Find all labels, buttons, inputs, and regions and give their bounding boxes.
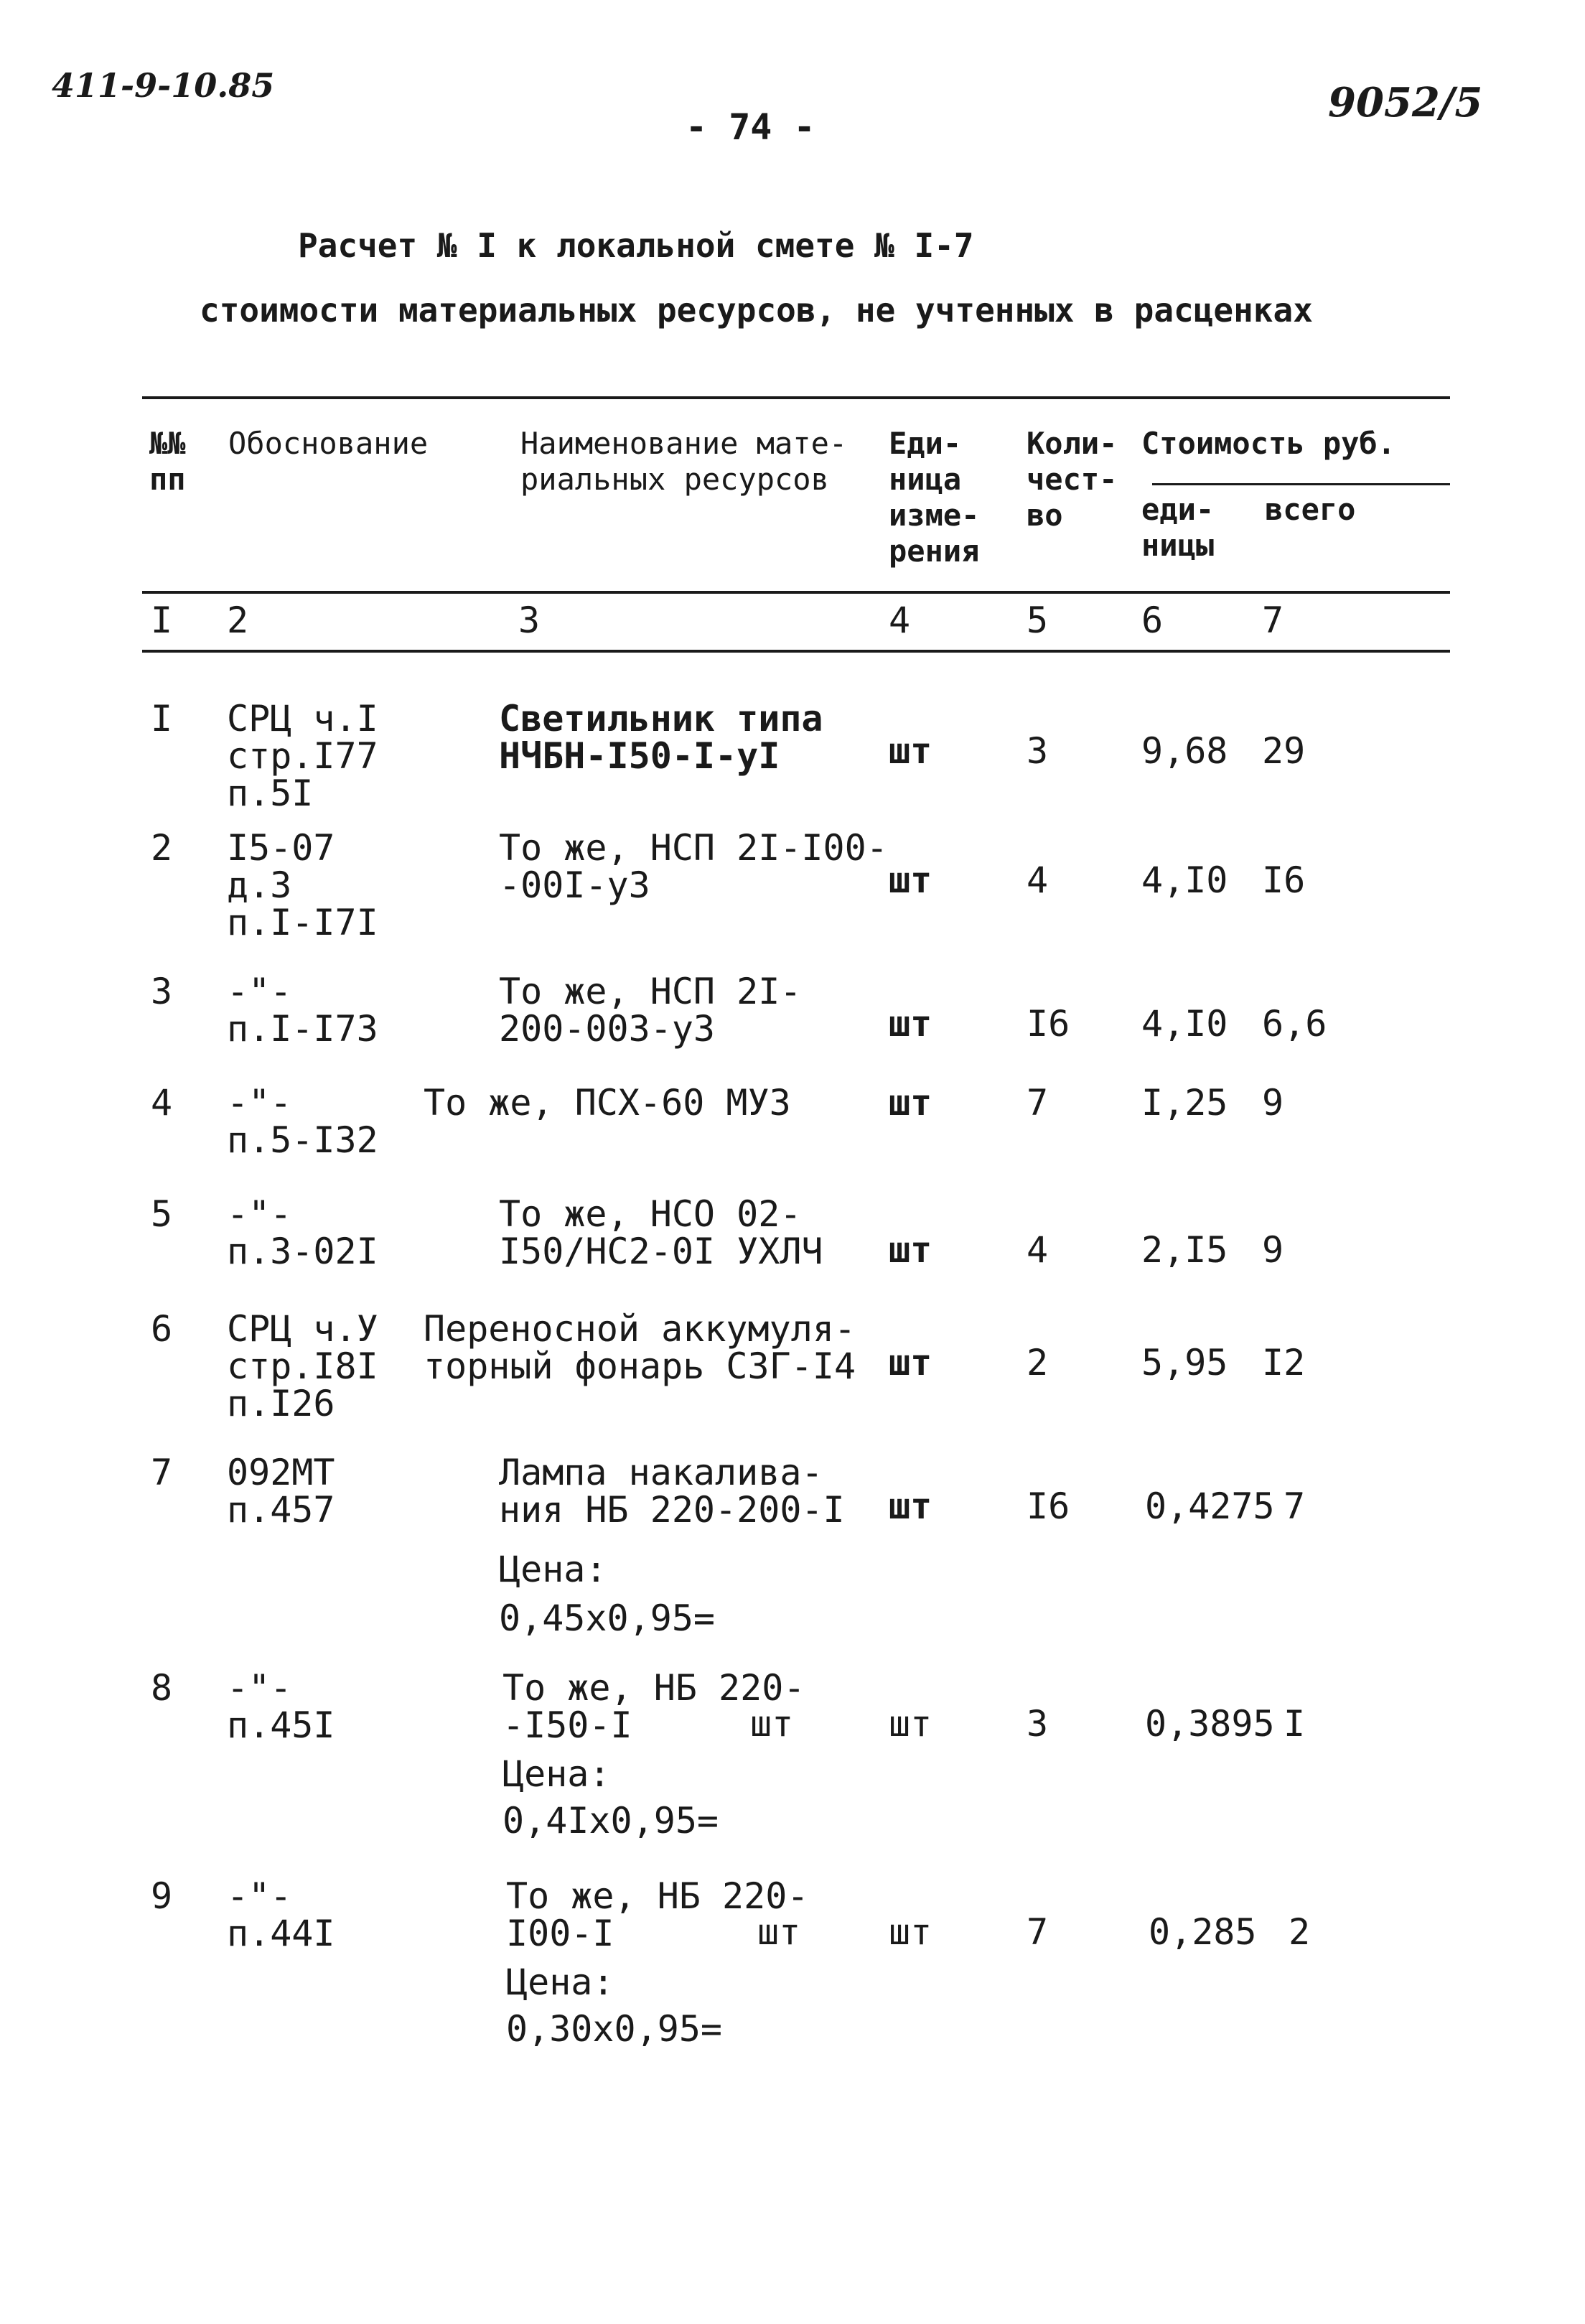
row-qty: I6 [1027,1003,1070,1045]
row-basis: -"- п.45I [227,1667,335,1746]
row-qty: I6 [1027,1485,1070,1527]
row-num: 7 [151,1452,173,1493]
row-note-formula: 0,30х0,95= [506,2008,723,2050]
row-total: I [1284,1703,1306,1745]
row-num: 6 [151,1308,173,1350]
row-total: 29 [1262,730,1306,772]
row-unit: шт [889,1911,932,1953]
row-total: 2 [1289,1911,1311,1953]
title-line-1: Расчет № I к локальной смете № I-7 [298,226,974,265]
row-qty: 7 [1027,1911,1049,1953]
row-price: 0,4275 [1145,1485,1275,1527]
row-num: 4 [151,1082,173,1124]
row-price: 0,3895 [1145,1703,1275,1745]
header-bottom-rule [142,591,1450,594]
row-qty: 4 [1027,1229,1049,1271]
row-qty: 7 [1027,1082,1049,1124]
row-basis: СРЦ ч.I стр.I77 п.5I [227,698,378,814]
row-price: 5,95 [1141,1342,1228,1383]
doc-code: 411-9-10.85 [52,66,275,105]
header-cost: Стоимость руб. [1141,426,1396,461]
column-number: 7 [1262,599,1284,641]
row-note-formula: 0,45х0,95= [499,1597,716,1639]
row-name: То же, ПСХ-60 МУЗ [424,1082,791,1124]
sheet-code: 9052/5 [1328,79,1483,126]
row-num: 8 [151,1667,173,1709]
page-number: - 74 - [686,106,815,148]
row-total: 7 [1284,1485,1306,1527]
row-num: I [151,698,173,739]
row-price: 4,I0 [1141,859,1228,901]
row-inline-unit: шт [757,1911,801,1953]
header-basis: Обоснование [228,426,429,461]
row-total: 6,6 [1262,1003,1327,1045]
row-note-label: Цена: [506,1961,614,2003]
column-number: 6 [1141,599,1164,641]
row-note-label: Цена: [499,1549,607,1590]
column-number: 4 [889,599,911,641]
row-basis: -"- п.5-I32 [227,1082,378,1161]
row-name: То же, НСО 02- I50/НС2-0I УХЛЧ [499,1193,823,1272]
row-price: 2,I5 [1141,1229,1228,1271]
row-num: 2 [151,827,173,869]
row-price: 0,285 [1149,1911,1257,1953]
row-total: I2 [1262,1342,1306,1383]
row-unit: шт [889,730,932,772]
row-name: То же, НСП 2I-I00- -00I-у3 [499,827,888,906]
row-price: I,25 [1141,1082,1228,1124]
column-number: 3 [518,599,541,641]
row-total: 9 [1262,1082,1284,1124]
row-unit: шт [889,1082,932,1124]
header-name: Наименование мате- риальных ресурсов [520,426,848,497]
header-unit: Еди- ница изме- рения [889,426,980,569]
row-unit: шт [889,1229,932,1271]
row-qty: 2 [1027,1342,1049,1383]
row-num: 9 [151,1875,173,1917]
row-name: Светильник типа НЧБН-I50-I-уI [499,698,823,777]
header-cost-unit: еди- ницы [1141,492,1215,563]
column-number: I [151,599,173,641]
row-note-formula: 0,4Iх0,95= [502,1800,719,1842]
header-qty: Коли- чест- во [1027,426,1118,533]
row-unit: шт [889,1703,932,1745]
row-price: 4,I0 [1141,1003,1228,1045]
column-number: 2 [227,599,249,641]
row-basis: I5-07 д.3 п.I-I7I [227,827,378,943]
row-qty: 3 [1027,1703,1049,1745]
row-qty: 3 [1027,730,1049,772]
row-unit: шт [889,1342,932,1383]
column-numbers-rule [142,650,1450,653]
row-name: То же, НБ 220- I00-I [506,1875,809,1954]
header-cost-total: всего [1265,492,1356,527]
cost-subheader-rule [1152,483,1450,485]
row-total: 9 [1262,1229,1284,1271]
row-inline-unit: шт [750,1703,794,1745]
column-number: 5 [1027,599,1049,641]
row-qty: 4 [1027,859,1049,901]
row-basis: 092МТ п.457 [227,1452,335,1531]
row-unit: шт [889,1485,932,1527]
row-basis: -"- п.44I [227,1875,335,1954]
row-unit: шт [889,1003,932,1045]
header-num: №№ пп [149,426,186,497]
row-num: 3 [151,971,173,1012]
row-num: 5 [151,1193,173,1235]
row-basis: -"- п.3-02I [227,1193,378,1272]
row-name: Лампа накалива- ния НБ 220-200-I [499,1452,845,1531]
row-name: То же, НБ 220- -I50-I [502,1667,805,1746]
row-price: 9,68 [1141,730,1228,772]
row-name: То же, НСП 2I- 200-003-у3 [499,971,802,1050]
table-top-rule [142,396,1450,399]
title-line-2: стоимости материальных ресурсов, не учтенных в расценках [200,291,1313,330]
row-basis: СРЦ ч.У стр.I8I п.I26 [227,1308,378,1424]
row-unit: шт [889,859,932,901]
row-note-label: Цена: [502,1753,611,1795]
row-name: Переносной аккумуля- торный фонарь СЗГ-I4 [424,1308,856,1387]
row-basis: -"- п.I-I73 [227,971,378,1050]
row-total: I6 [1262,859,1306,901]
